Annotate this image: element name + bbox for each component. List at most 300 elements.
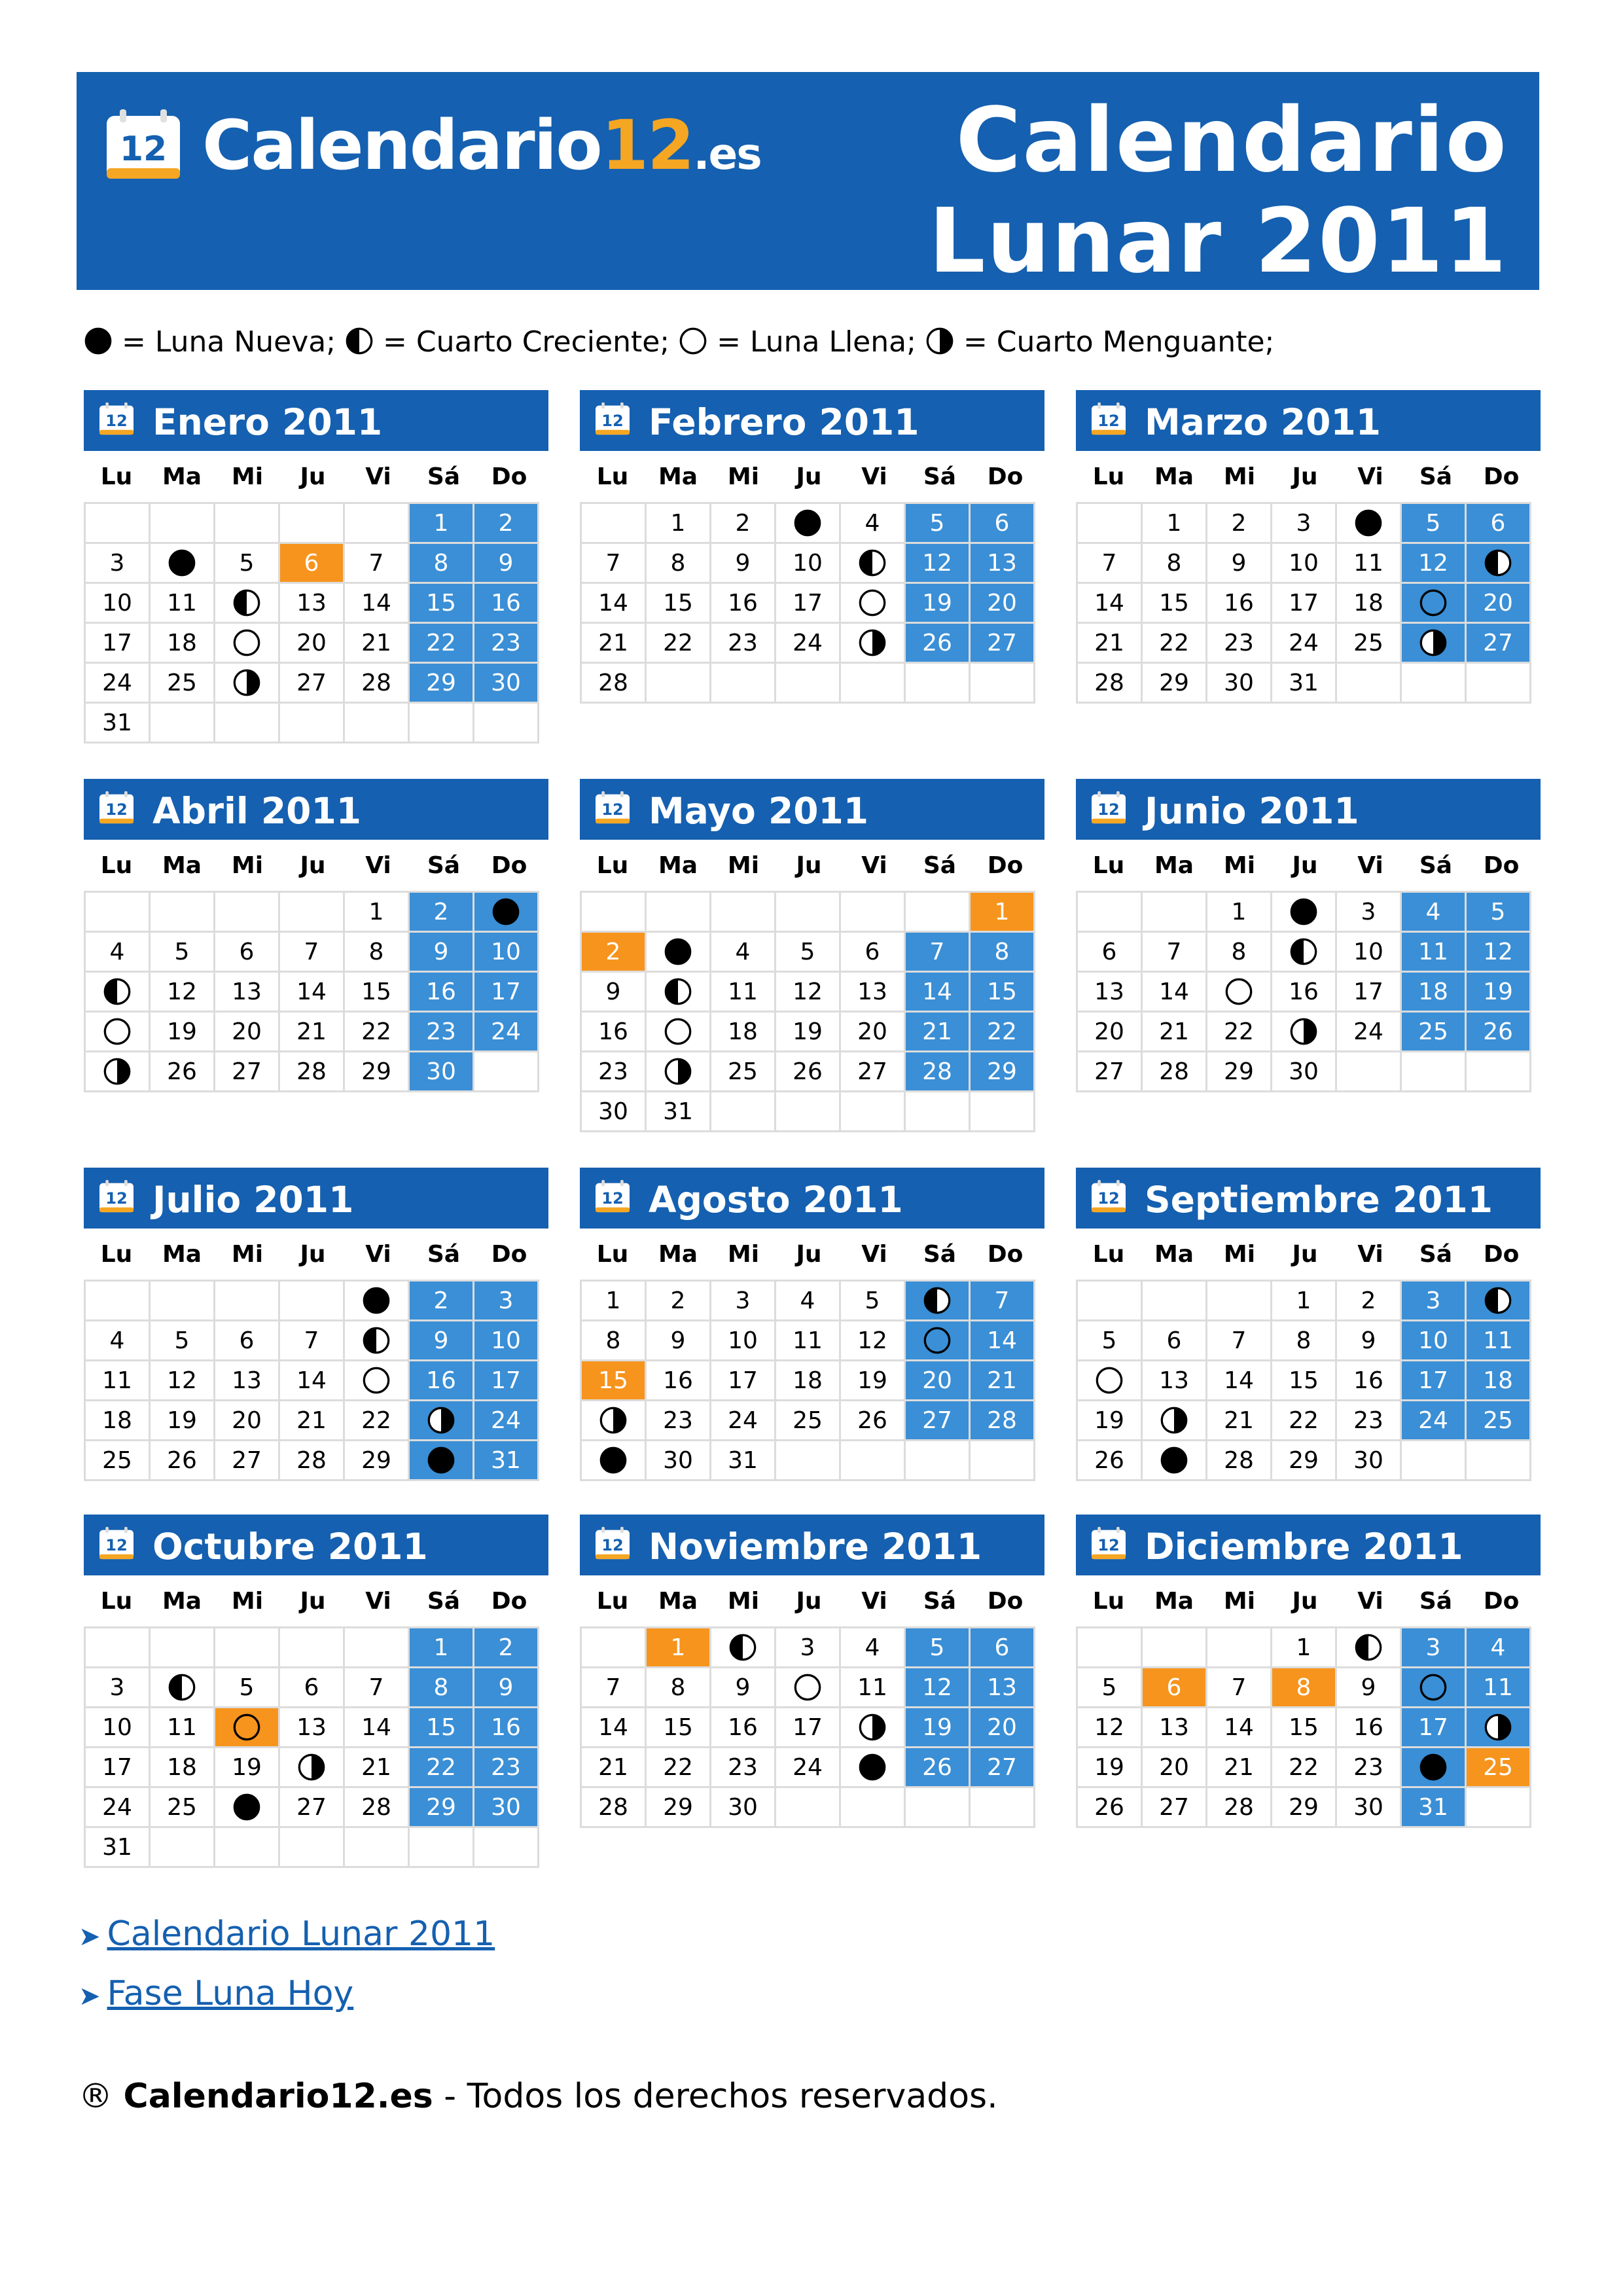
day-cell[interactable]	[150, 1668, 215, 1708]
day-cell[interactable]: 20	[970, 583, 1035, 623]
day-cell[interactable]: 8	[409, 1668, 474, 1708]
day-cell[interactable]	[344, 1281, 409, 1321]
day-cell[interactable]: 23	[474, 1748, 539, 1787]
day-cell[interactable]: 9	[474, 543, 539, 583]
day-cell[interactable]: 14	[970, 1321, 1035, 1361]
day-cell[interactable]: 12	[776, 972, 840, 1012]
day-cell[interactable]: 5	[215, 1668, 279, 1708]
day-cell[interactable]: 8	[1272, 1668, 1336, 1708]
day-cell[interactable]: 28	[970, 1401, 1035, 1441]
day-cell[interactable]: 29	[970, 1052, 1035, 1092]
day-cell[interactable]	[1077, 1361, 1142, 1401]
day-cell[interactable]: 22	[344, 1401, 409, 1441]
day-cell[interactable]: 26	[150, 1052, 215, 1092]
day-cell[interactable]: 13	[279, 1708, 344, 1748]
day-cell[interactable]: 13	[840, 972, 905, 1012]
day-cell[interactable]	[150, 543, 215, 583]
day-cell[interactable]	[776, 1668, 840, 1708]
day-cell[interactable]: 18	[1466, 1361, 1531, 1401]
day-cell[interactable]	[409, 1441, 474, 1480]
day-cell[interactable]: 5	[1466, 892, 1531, 932]
day-cell[interactable]: 16	[474, 583, 539, 623]
day-cell[interactable]: 14	[279, 1361, 344, 1401]
day-cell[interactable]: 10	[474, 1321, 539, 1361]
day-cell[interactable]	[215, 1708, 279, 1748]
day-cell[interactable]: 17	[85, 623, 150, 663]
day-cell[interactable]: 19	[215, 1748, 279, 1787]
day-cell[interactable]: 14	[581, 1708, 646, 1748]
day-cell[interactable]	[776, 503, 840, 543]
day-cell[interactable]: 6	[840, 932, 905, 972]
day-cell[interactable]: 24	[474, 1401, 539, 1441]
day-cell[interactable]: 22	[970, 1012, 1035, 1052]
day-cell[interactable]: 26	[1077, 1441, 1142, 1480]
day-cell[interactable]: 22	[1272, 1748, 1336, 1787]
day-cell[interactable]: 18	[85, 1401, 150, 1441]
day-cell[interactable]: 2	[474, 503, 539, 543]
day-cell[interactable]: 27	[970, 623, 1035, 663]
day-cell[interactable]	[1401, 623, 1466, 663]
day-cell[interactable]	[344, 1361, 409, 1401]
day-cell[interactable]	[1466, 1708, 1531, 1748]
day-cell[interactable]: 12	[1401, 543, 1466, 583]
day-cell[interactable]: 11	[85, 1361, 150, 1401]
day-cell[interactable]: 7	[581, 543, 646, 583]
day-cell[interactable]: 24	[1336, 1012, 1401, 1052]
day-cell[interactable]	[474, 892, 539, 932]
day-cell[interactable]: 14	[1142, 972, 1207, 1012]
day-cell[interactable]: 5	[215, 543, 279, 583]
day-cell[interactable]: 21	[1142, 1012, 1207, 1052]
day-cell[interactable]	[1401, 1668, 1466, 1708]
day-cell[interactable]: 6	[970, 1628, 1035, 1668]
day-cell[interactable]: 7	[1207, 1668, 1272, 1708]
day-cell[interactable]: 11	[1336, 543, 1401, 583]
day-cell[interactable]: 27	[279, 1787, 344, 1827]
day-cell[interactable]: 6	[279, 543, 344, 583]
day-cell[interactable]: 12	[905, 543, 970, 583]
day-cell[interactable]: 2	[1336, 1281, 1401, 1321]
day-cell[interactable]: 7	[970, 1281, 1035, 1321]
day-cell[interactable]: 25	[711, 1052, 776, 1092]
day-cell[interactable]: 6	[970, 503, 1035, 543]
day-cell[interactable]: 6	[1142, 1668, 1207, 1708]
day-cell[interactable]: 30	[711, 1787, 776, 1827]
day-cell[interactable]: 26	[150, 1441, 215, 1480]
day-cell[interactable]	[905, 1281, 970, 1321]
day-cell[interactable]: 24	[85, 663, 150, 703]
day-cell[interactable]: 6	[1077, 932, 1142, 972]
day-cell[interactable]: 10	[85, 1708, 150, 1748]
day-cell[interactable]: 11	[711, 972, 776, 1012]
day-cell[interactable]: 8	[1142, 543, 1207, 583]
day-cell[interactable]: 12	[1077, 1708, 1142, 1748]
day-cell[interactable]	[344, 1321, 409, 1361]
day-cell[interactable]: 1	[1207, 892, 1272, 932]
day-cell[interactable]: 4	[711, 932, 776, 972]
day-cell[interactable]: 1	[409, 503, 474, 543]
day-cell[interactable]	[215, 1787, 279, 1827]
day-cell[interactable]: 25	[1466, 1401, 1531, 1441]
day-cell[interactable]: 27	[279, 663, 344, 703]
day-cell[interactable]: 16	[711, 583, 776, 623]
day-cell[interactable]: 3	[1401, 1628, 1466, 1668]
day-cell[interactable]	[1466, 543, 1531, 583]
day-cell[interactable]: 22	[1207, 1012, 1272, 1052]
day-cell[interactable]: 12	[840, 1321, 905, 1361]
day-cell[interactable]: 9	[581, 972, 646, 1012]
day-cell[interactable]: 2	[409, 1281, 474, 1321]
day-cell[interactable]: 23	[1336, 1401, 1401, 1441]
day-cell[interactable]: 16	[1336, 1708, 1401, 1748]
day-cell[interactable]	[840, 1748, 905, 1787]
day-cell[interactable]: 1	[409, 1628, 474, 1668]
day-cell[interactable]: 29	[1272, 1441, 1336, 1480]
day-cell[interactable]: 24	[776, 1748, 840, 1787]
day-cell[interactable]: 28	[1077, 663, 1142, 703]
day-cell[interactable]: 14	[344, 583, 409, 623]
day-cell[interactable]: 29	[409, 1787, 474, 1827]
day-cell[interactable]: 10	[1272, 543, 1336, 583]
day-cell[interactable]: 3	[776, 1628, 840, 1668]
day-cell[interactable]: 16	[646, 1361, 711, 1401]
day-cell[interactable]: 30	[474, 1787, 539, 1827]
day-cell[interactable]: 31	[711, 1441, 776, 1480]
day-cell[interactable]: 15	[646, 1708, 711, 1748]
day-cell[interactable]: 6	[215, 1321, 279, 1361]
day-cell[interactable]: 21	[970, 1361, 1035, 1401]
day-cell[interactable]: 22	[646, 1748, 711, 1787]
day-cell[interactable]: 22	[344, 1012, 409, 1052]
day-cell[interactable]: 30	[474, 663, 539, 703]
day-cell[interactable]: 12	[150, 972, 215, 1012]
day-cell[interactable]: 5	[905, 1628, 970, 1668]
day-cell[interactable]: 23	[711, 1748, 776, 1787]
day-cell[interactable]: 8	[1207, 932, 1272, 972]
day-cell[interactable]: 9	[711, 1668, 776, 1708]
day-cell[interactable]: 21	[1207, 1401, 1272, 1441]
day-cell[interactable]: 14	[344, 1708, 409, 1748]
day-cell[interactable]: 23	[409, 1012, 474, 1052]
day-cell[interactable]: 16	[409, 1361, 474, 1401]
day-cell[interactable]: 23	[711, 623, 776, 663]
day-cell[interactable]: 15	[344, 972, 409, 1012]
day-cell[interactable]: 24	[1401, 1401, 1466, 1441]
day-cell[interactable]: 26	[1466, 1012, 1531, 1052]
day-cell[interactable]: 28	[279, 1441, 344, 1480]
day-cell[interactable]: 16	[711, 1708, 776, 1748]
day-cell[interactable]: 25	[85, 1441, 150, 1480]
day-cell[interactable]: 19	[840, 1361, 905, 1401]
day-cell[interactable]: 20	[215, 1012, 279, 1052]
day-cell[interactable]: 8	[970, 932, 1035, 972]
day-cell[interactable]	[215, 663, 279, 703]
day-cell[interactable]: 27	[1077, 1052, 1142, 1092]
day-cell[interactable]	[279, 1748, 344, 1787]
day-cell[interactable]: 13	[279, 583, 344, 623]
day-cell[interactable]: 15	[1272, 1708, 1336, 1748]
link-text-calendario-lunar[interactable]: Calendario Lunar 2011	[107, 1914, 495, 1954]
day-cell[interactable]: 6	[1466, 503, 1531, 543]
day-cell[interactable]: 20	[1142, 1748, 1207, 1787]
day-cell[interactable]: 16	[409, 972, 474, 1012]
day-cell[interactable]: 17	[474, 972, 539, 1012]
day-cell[interactable]: 29	[646, 1787, 711, 1827]
day-cell[interactable]	[840, 543, 905, 583]
day-cell[interactable]: 26	[905, 1748, 970, 1787]
day-cell[interactable]: 2	[474, 1628, 539, 1668]
day-cell[interactable]: 18	[150, 623, 215, 663]
day-cell[interactable]: 1	[970, 892, 1035, 932]
day-cell[interactable]: 15	[646, 583, 711, 623]
day-cell[interactable]: 7	[344, 543, 409, 583]
day-cell[interactable]	[646, 1012, 711, 1052]
day-cell[interactable]: 15	[1272, 1361, 1336, 1401]
day-cell[interactable]: 10	[776, 543, 840, 583]
day-cell[interactable]: 25	[150, 663, 215, 703]
day-cell[interactable]: 20	[1466, 583, 1531, 623]
day-cell[interactable]: 3	[1272, 503, 1336, 543]
day-cell[interactable]: 13	[1142, 1361, 1207, 1401]
day-cell[interactable]	[646, 972, 711, 1012]
day-cell[interactable]: 25	[776, 1401, 840, 1441]
day-cell[interactable]: 1	[646, 1628, 711, 1668]
day-cell[interactable]: 21	[1207, 1748, 1272, 1787]
day-cell[interactable]: 25	[1336, 623, 1401, 663]
day-cell[interactable]: 11	[150, 583, 215, 623]
day-cell[interactable]: 15	[581, 1361, 646, 1401]
day-cell[interactable]: 7	[279, 932, 344, 972]
day-cell[interactable]: 6	[215, 932, 279, 972]
day-cell[interactable]: 25	[1401, 1012, 1466, 1052]
day-cell[interactable]	[1207, 972, 1272, 1012]
day-cell[interactable]: 5	[776, 932, 840, 972]
day-cell[interactable]: 3	[711, 1281, 776, 1321]
day-cell[interactable]: 15	[409, 1708, 474, 1748]
day-cell[interactable]: 5	[1077, 1668, 1142, 1708]
day-cell[interactable]	[85, 1012, 150, 1052]
day-cell[interactable]: 13	[215, 1361, 279, 1401]
day-cell[interactable]	[1272, 892, 1336, 932]
day-cell[interactable]: 8	[409, 543, 474, 583]
day-cell[interactable]	[646, 1052, 711, 1092]
day-cell[interactable]: 23	[646, 1401, 711, 1441]
day-cell[interactable]	[85, 1052, 150, 1092]
day-cell[interactable]: 19	[1466, 972, 1531, 1012]
day-cell[interactable]: 14	[279, 972, 344, 1012]
day-cell[interactable]: 28	[344, 1787, 409, 1827]
day-cell[interactable]	[215, 583, 279, 623]
day-cell[interactable]: 22	[1272, 1401, 1336, 1441]
day-cell[interactable]: 10	[711, 1321, 776, 1361]
day-cell[interactable]: 16	[474, 1708, 539, 1748]
day-cell[interactable]: 27	[215, 1441, 279, 1480]
day-cell[interactable]: 7	[344, 1668, 409, 1708]
day-cell[interactable]	[1336, 1628, 1401, 1668]
day-cell[interactable]	[1401, 1748, 1466, 1787]
day-cell[interactable]: 22	[1142, 623, 1207, 663]
day-cell[interactable]: 21	[279, 1401, 344, 1441]
day-cell[interactable]: 2	[581, 932, 646, 972]
day-cell[interactable]: 8	[646, 543, 711, 583]
day-cell[interactable]: 29	[344, 1441, 409, 1480]
day-cell[interactable]: 28	[581, 1787, 646, 1827]
day-cell[interactable]: 30	[409, 1052, 474, 1092]
day-cell[interactable]: 21	[344, 623, 409, 663]
day-cell[interactable]	[581, 1401, 646, 1441]
day-cell[interactable]: 30	[1207, 663, 1272, 703]
day-cell[interactable]: 13	[1077, 972, 1142, 1012]
day-cell[interactable]: 28	[1207, 1787, 1272, 1827]
day-cell[interactable]: 28	[279, 1052, 344, 1092]
day-cell[interactable]: 3	[1401, 1281, 1466, 1321]
day-cell[interactable]	[711, 1628, 776, 1668]
day-cell[interactable]: 17	[776, 1708, 840, 1748]
day-cell[interactable]: 15	[409, 583, 474, 623]
day-cell[interactable]: 23	[474, 623, 539, 663]
day-cell[interactable]: 5	[1401, 503, 1466, 543]
day-cell[interactable]: 9	[409, 932, 474, 972]
day-cell[interactable]: 15	[1142, 583, 1207, 623]
day-cell[interactable]: 28	[344, 663, 409, 703]
link-fase-luna-hoy[interactable]	[79, 1972, 353, 2018]
day-cell[interactable]	[905, 1321, 970, 1361]
day-cell[interactable]: 11	[150, 1708, 215, 1748]
day-cell[interactable]: 5	[150, 1321, 215, 1361]
day-cell[interactable]: 8	[581, 1321, 646, 1361]
day-cell[interactable]: 4	[1466, 1628, 1531, 1668]
day-cell[interactable]: 17	[711, 1361, 776, 1401]
day-cell[interactable]: 27	[970, 1748, 1035, 1787]
day-cell[interactable]: 8	[646, 1668, 711, 1708]
day-cell[interactable]: 15	[970, 972, 1035, 1012]
day-cell[interactable]: 6	[1142, 1321, 1207, 1361]
day-cell[interactable]	[1142, 1441, 1207, 1480]
day-cell[interactable]: 24	[1272, 623, 1336, 663]
day-cell[interactable]: 11	[776, 1321, 840, 1361]
day-cell[interactable]: 17	[1336, 972, 1401, 1012]
day-cell[interactable]: 5	[150, 932, 215, 972]
day-cell[interactable]	[1336, 503, 1401, 543]
day-cell[interactable]: 17	[1401, 1361, 1466, 1401]
day-cell[interactable]: 29	[1272, 1787, 1336, 1827]
day-cell[interactable]: 31	[85, 703, 150, 743]
day-cell[interactable]: 30	[1336, 1441, 1401, 1480]
day-cell[interactable]: 3	[85, 543, 150, 583]
day-cell[interactable]: 2	[646, 1281, 711, 1321]
day-cell[interactable]: 1	[344, 892, 409, 932]
day-cell[interactable]: 9	[1336, 1321, 1401, 1361]
day-cell[interactable]: 11	[840, 1668, 905, 1708]
day-cell[interactable]: 5	[1077, 1321, 1142, 1361]
day-cell[interactable]: 31	[646, 1092, 711, 1132]
link-calendario-lunar[interactable]	[79, 1912, 495, 1958]
day-cell[interactable]: 4	[85, 932, 150, 972]
day-cell[interactable]: 4	[776, 1281, 840, 1321]
day-cell[interactable]: 7	[279, 1321, 344, 1361]
day-cell[interactable]: 30	[1336, 1787, 1401, 1827]
day-cell[interactable]: 31	[1401, 1787, 1466, 1827]
day-cell[interactable]: 9	[474, 1668, 539, 1708]
day-cell[interactable]: 1	[581, 1281, 646, 1321]
day-cell[interactable]: 27	[1466, 623, 1531, 663]
day-cell[interactable]	[1466, 1281, 1531, 1321]
day-cell[interactable]	[840, 583, 905, 623]
day-cell[interactable]: 28	[1142, 1052, 1207, 1092]
day-cell[interactable]	[646, 932, 711, 972]
day-cell[interactable]: 10	[474, 932, 539, 972]
day-cell[interactable]: 21	[581, 1748, 646, 1787]
day-cell[interactable]: 10	[1336, 932, 1401, 972]
day-cell[interactable]: 20	[1077, 1012, 1142, 1052]
day-cell[interactable]: 26	[776, 1052, 840, 1092]
day-cell[interactable]: 18	[711, 1012, 776, 1052]
day-cell[interactable]	[85, 972, 150, 1012]
day-cell[interactable]: 16	[1336, 1361, 1401, 1401]
day-cell[interactable]: 12	[150, 1361, 215, 1401]
day-cell[interactable]: 18	[150, 1748, 215, 1787]
day-cell[interactable]: 6	[279, 1668, 344, 1708]
day-cell[interactable]: 2	[409, 892, 474, 932]
day-cell[interactable]: 23	[1336, 1748, 1401, 1787]
day-cell[interactable]: 1	[1272, 1628, 1336, 1668]
day-cell[interactable]: 27	[1142, 1787, 1207, 1827]
day-cell[interactable]: 27	[215, 1052, 279, 1092]
day-cell[interactable]: 1	[1272, 1281, 1336, 1321]
day-cell[interactable]: 29	[1142, 663, 1207, 703]
day-cell[interactable]: 5	[905, 503, 970, 543]
day-cell[interactable]: 19	[776, 1012, 840, 1052]
day-cell[interactable]: 11	[1466, 1321, 1531, 1361]
day-cell[interactable]: 24	[776, 623, 840, 663]
day-cell[interactable]: 31	[474, 1441, 539, 1480]
day-cell[interactable]: 28	[1207, 1441, 1272, 1480]
day-cell[interactable]: 28	[581, 663, 646, 703]
day-cell[interactable]: 21	[344, 1748, 409, 1787]
day-cell[interactable]: 19	[1077, 1401, 1142, 1441]
day-cell[interactable]: 9	[711, 543, 776, 583]
day-cell[interactable]: 30	[1272, 1052, 1336, 1092]
day-cell[interactable]: 3	[85, 1668, 150, 1708]
day-cell[interactable]: 18	[1336, 583, 1401, 623]
day-cell[interactable]: 19	[905, 1708, 970, 1748]
day-cell[interactable]: 30	[581, 1092, 646, 1132]
day-cell[interactable]: 3	[474, 1281, 539, 1321]
day-cell[interactable]: 18	[1401, 972, 1466, 1012]
day-cell[interactable]: 7	[1142, 932, 1207, 972]
day-cell[interactable]: 11	[1401, 932, 1466, 972]
day-cell[interactable]: 11	[1466, 1668, 1531, 1708]
day-cell[interactable]: 4	[840, 1628, 905, 1668]
day-cell[interactable]: 24	[711, 1401, 776, 1441]
day-cell[interactable]: 17	[1401, 1708, 1466, 1748]
day-cell[interactable]: 24	[474, 1012, 539, 1052]
day-cell[interactable]: 16	[1272, 972, 1336, 1012]
day-cell[interactable]: 12	[1466, 932, 1531, 972]
day-cell[interactable]: 10	[85, 583, 150, 623]
day-cell[interactable]: 27	[905, 1401, 970, 1441]
day-cell[interactable]: 19	[150, 1012, 215, 1052]
day-cell[interactable]: 26	[1077, 1787, 1142, 1827]
day-cell[interactable]: 13	[1142, 1708, 1207, 1748]
day-cell[interactable]: 21	[279, 1012, 344, 1052]
day-cell[interactable]: 13	[970, 543, 1035, 583]
day-cell[interactable]: 26	[840, 1401, 905, 1441]
day-cell[interactable]: 9	[1207, 543, 1272, 583]
day-cell[interactable]: 2	[711, 503, 776, 543]
day-cell[interactable]: 19	[150, 1401, 215, 1441]
day-cell[interactable]: 20	[970, 1708, 1035, 1748]
